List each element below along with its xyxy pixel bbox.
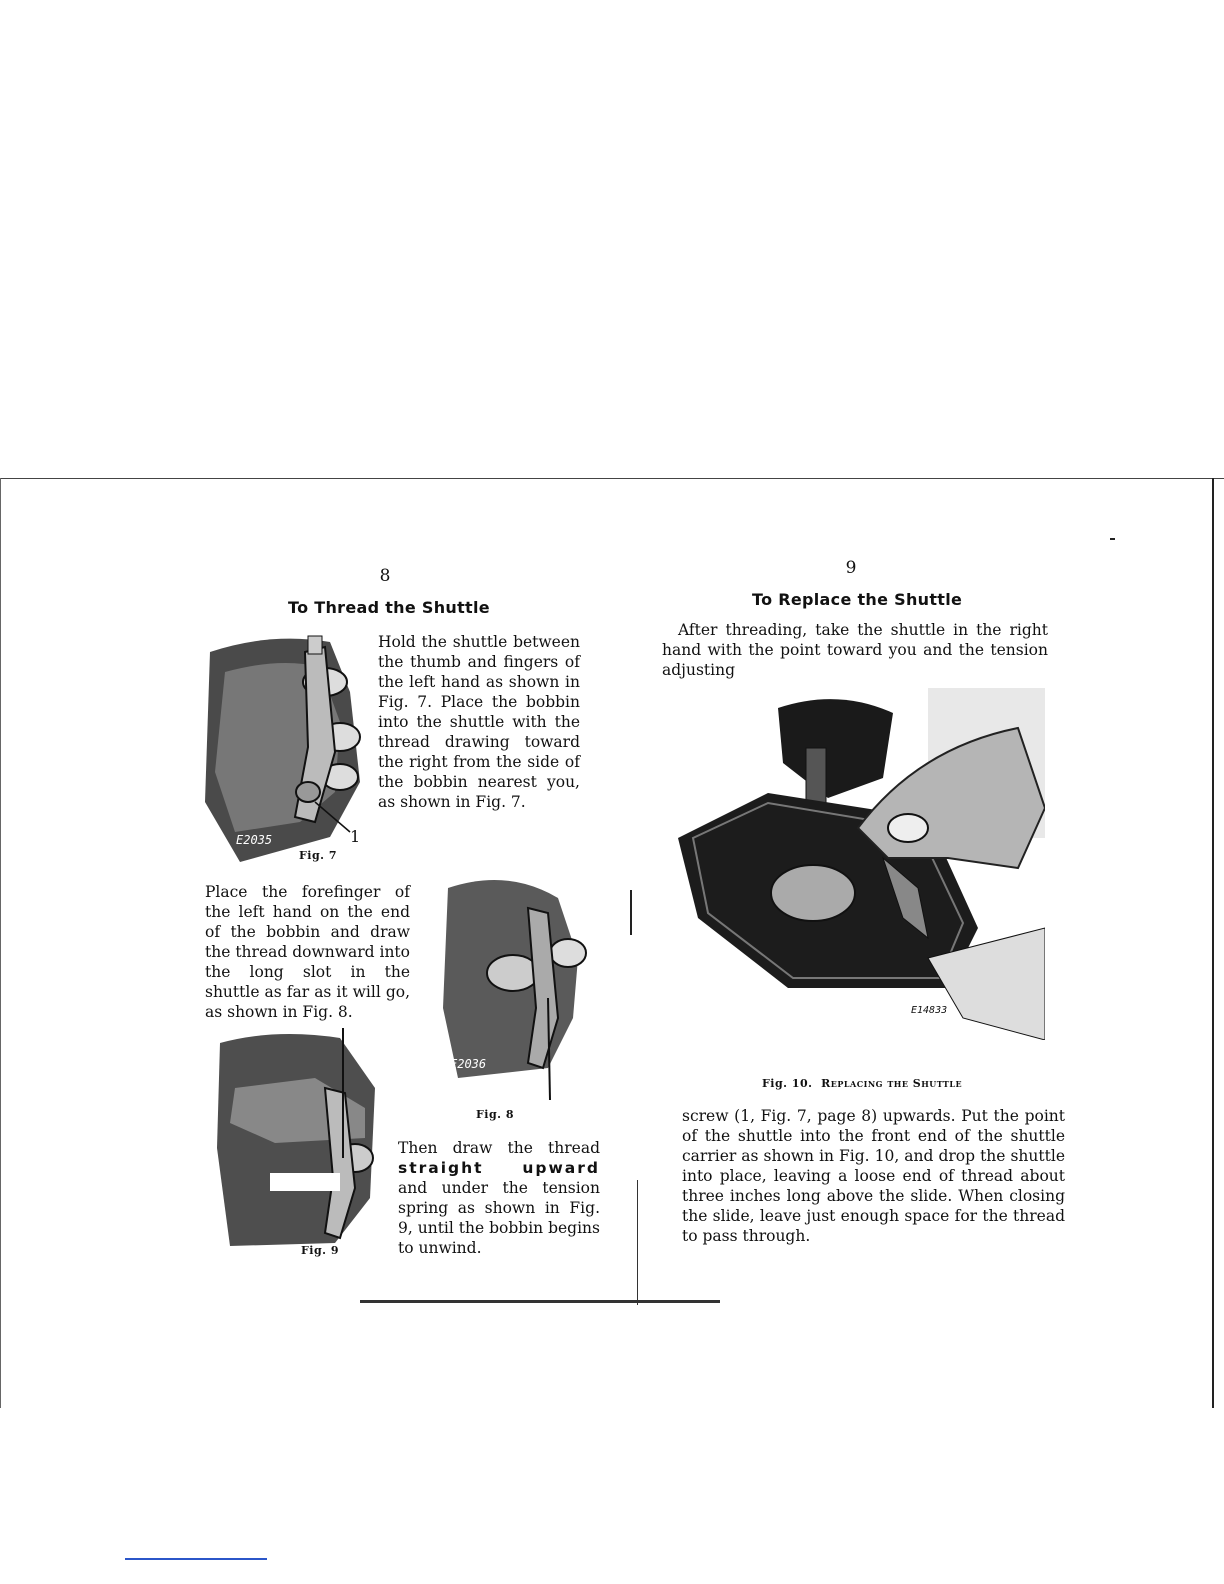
left-paragraph-3 <box>398 1138 600 1258</box>
emphasis-straight-upward: straight upward <box>398 1159 600 1177</box>
scan-border-left <box>0 478 1 1408</box>
fig10-caption-text: Replacing the Shuttle <box>821 1077 963 1090</box>
fig7-marker: 1 <box>350 827 361 846</box>
left-paragraph-2: Place the forefinger of the left hand on the end of the bobbin and draw the thread downward into the long slot in the shuttle as far as it will go, as shown in Fig. 8. <box>205 883 410 1021</box>
fig10-caption <box>762 1077 962 1090</box>
page-number-left: 8 <box>379 566 391 586</box>
right-paragraph-1: After threading, take the shuttle in the right hand with the point toward you and the tension adjusting <box>662 621 1048 679</box>
scan-bottom-shadow <box>360 1300 720 1303</box>
left-page-title: To Thread the Shuttle <box>288 598 490 617</box>
fig7-caption: Fig. 7 <box>299 849 337 862</box>
fig10-illustration <box>678 688 1045 1040</box>
fig10-caption-number: Fig. 10. <box>762 1077 813 1090</box>
left-paragraph-3-end: and under the tension spring as shown in Fig. 9, until the bobbin begins to unwind. <box>398 1179 600 1257</box>
fig7-illustration <box>200 632 365 864</box>
right-paragraph-2: screw (1, Fig. 7, page 8) upwards. Put the point of the shuttle into the front end of the shuttle carrier as shown in Fig. 10, and drop the shuttle into place, leaving a loose end of thread about three inches long above the slide. When closing the slide, leave just enough space for the thread to pass through. <box>682 1107 1065 1245</box>
fig9-caption: Fig. 9 <box>301 1244 339 1257</box>
scan-speck <box>630 890 632 935</box>
right-page-title: To Replace the Shuttle <box>752 590 963 609</box>
scan-speck <box>1110 538 1115 540</box>
fig8-code: E2036 <box>450 1057 487 1071</box>
page-gutter <box>637 1180 638 1305</box>
fig8-caption: Fig. 8 <box>476 1108 514 1121</box>
scan-border-right <box>1212 478 1214 1408</box>
scan-bottom-mark <box>125 1558 267 1560</box>
fig10-code: E14833 <box>911 1005 948 1016</box>
left-paragraph-3-start: Then draw the thread <box>398 1139 600 1157</box>
scan-border-top <box>0 478 1224 479</box>
fig8-illustration <box>428 868 588 1100</box>
fig9-illustration <box>215 1028 380 1248</box>
page-number-right: 9 <box>845 558 857 578</box>
fig7-code: E2035 <box>236 833 273 847</box>
left-paragraph-1: Hold the shuttle between the thumb and fingers of the left hand as shown in Fig. 7. Place the bobbin into the shuttle with the thread drawing toward the right from the side of the bobbin nearest you, as shown in Fig. 7. <box>378 633 580 811</box>
